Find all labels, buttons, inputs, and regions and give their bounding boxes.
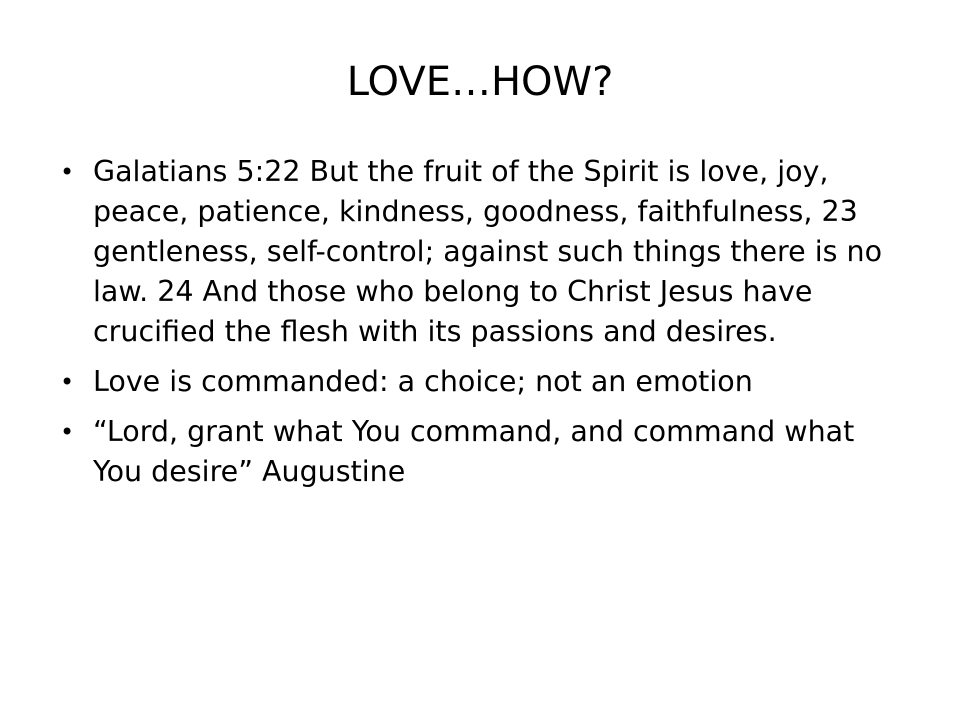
bullet-list: [58, 152, 908, 502]
bullet-icon: •: [60, 418, 75, 446]
bullet-item-love-commanded: [58, 362, 908, 402]
bullet-icon: •: [60, 158, 75, 186]
bullet-text: “Lord, grant what You command, and command what You desire” Augustine: [93, 415, 855, 488]
slide-title: LOVE…HOW?: [346, 59, 614, 105]
bullet-text: Galatians 5:22 But the fruit of the Spirit is love, joy, peace, patience, kindness, goodness, faithfulness, 23 gentleness, self-control; against such things there is no law. 24 And those who belong to Christ Jesus have crucified the flesh with its passions and desires.: [93, 155, 883, 348]
bullet-icon: •: [60, 368, 75, 396]
bullet-text: Love is commanded: a choice; not an emotion: [93, 365, 753, 398]
bullet-item-augustine-quote: [58, 412, 908, 492]
bullet-item-galatians: [58, 152, 908, 352]
